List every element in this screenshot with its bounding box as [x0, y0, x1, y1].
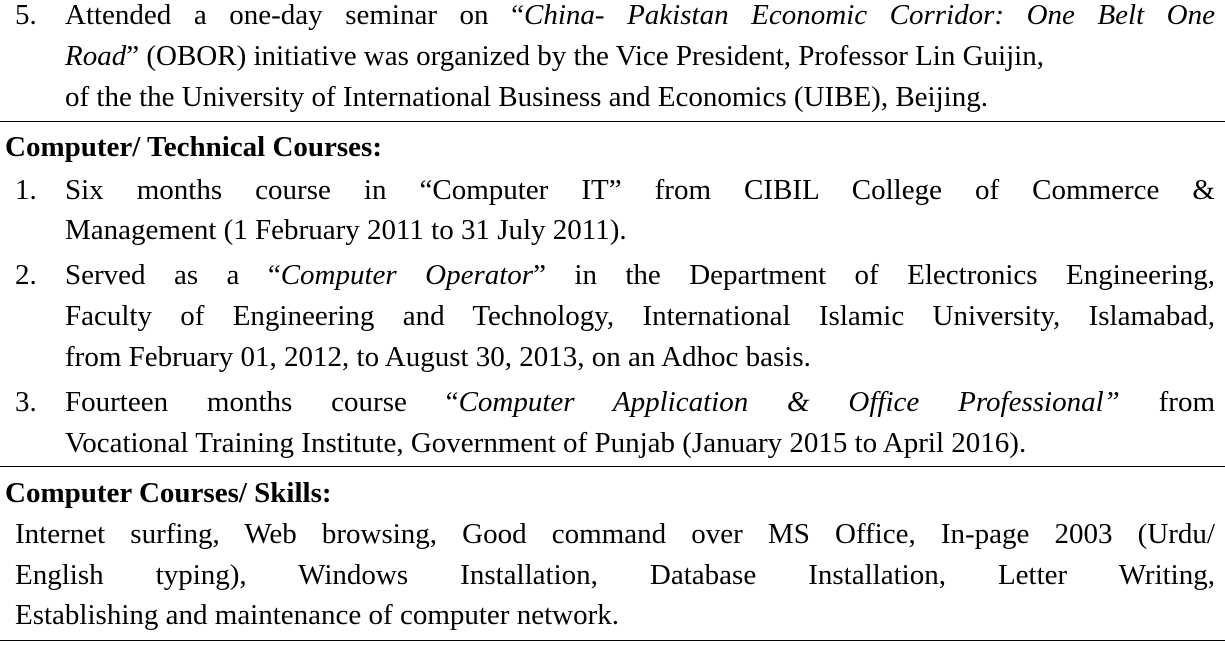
skills-line-2: English typing), Windows Installation, Database Installation, Letter Writing, — [15, 559, 1215, 591]
section-divider — [0, 466, 1225, 467]
section-divider — [0, 640, 1225, 641]
course-2-line-3: from February 01, 2012, to August 30, 2013, on an Adhoc basis. — [65, 341, 811, 373]
item-number: 3. — [15, 386, 37, 418]
course-2-line-1 — [65, 255, 1215, 295]
section-divider — [0, 121, 1225, 122]
item-number: 2. — [15, 259, 37, 291]
course-2-line-2: Faculty of Engineering and Technology, International Islamic University, Islamabad, — [65, 300, 1215, 332]
section-heading-technical: Computer/ Technical Courses: — [5, 131, 382, 163]
course-text: Served as a “ — [65, 259, 281, 291]
course-title: Computer Application & Office Professional” — [458, 386, 1120, 418]
seminar-text: Attended a one-day seminar on “ — [65, 0, 524, 31]
course-title: Computer Operator — [280, 259, 534, 291]
course-text: ” in the Department of Electronics Engineering, — [533, 259, 1215, 291]
section-heading-skills: Computer Courses/ Skills: — [5, 477, 332, 509]
seminar-text: ” (OBOR) initiative was organized by the Vice President, Professor Lin Guijin, — [126, 40, 1044, 72]
skills-line-3: Establishing and maintenance of computer network. — [15, 599, 619, 631]
course-text: Fourteen months course “ — [65, 386, 459, 418]
seminar-line-1 — [65, 0, 1215, 35]
course-text: from — [1119, 386, 1216, 418]
course-1-line-1: Six months course in “Computer IT” from CIBIL College of Commerce & — [65, 174, 1215, 206]
seminar-title-end: Road — [65, 40, 127, 72]
seminar-line-3: of the the University of International Business and Economics (UIBE), Beijing. — [65, 81, 988, 113]
course-1-line-2: Management (1 February 2011 to 31 July 2011). — [65, 214, 627, 246]
seminar-line-2 — [65, 36, 1044, 76]
course-3-line-1 — [65, 382, 1215, 422]
skills-line-1: Internet surfing, Web browsing, Good command over MS Office, In-page 2003 (Urdu/ — [15, 518, 1215, 550]
course-3-line-2: Vocational Training Institute, Government of Punjab (January 2015 to April 2016). — [65, 427, 1027, 459]
item-number: 1. — [15, 174, 37, 206]
item-number: 5. — [15, 0, 37, 31]
seminar-title: China- Pakistan Economic Corridor: One Belt One — [523, 0, 1216, 31]
